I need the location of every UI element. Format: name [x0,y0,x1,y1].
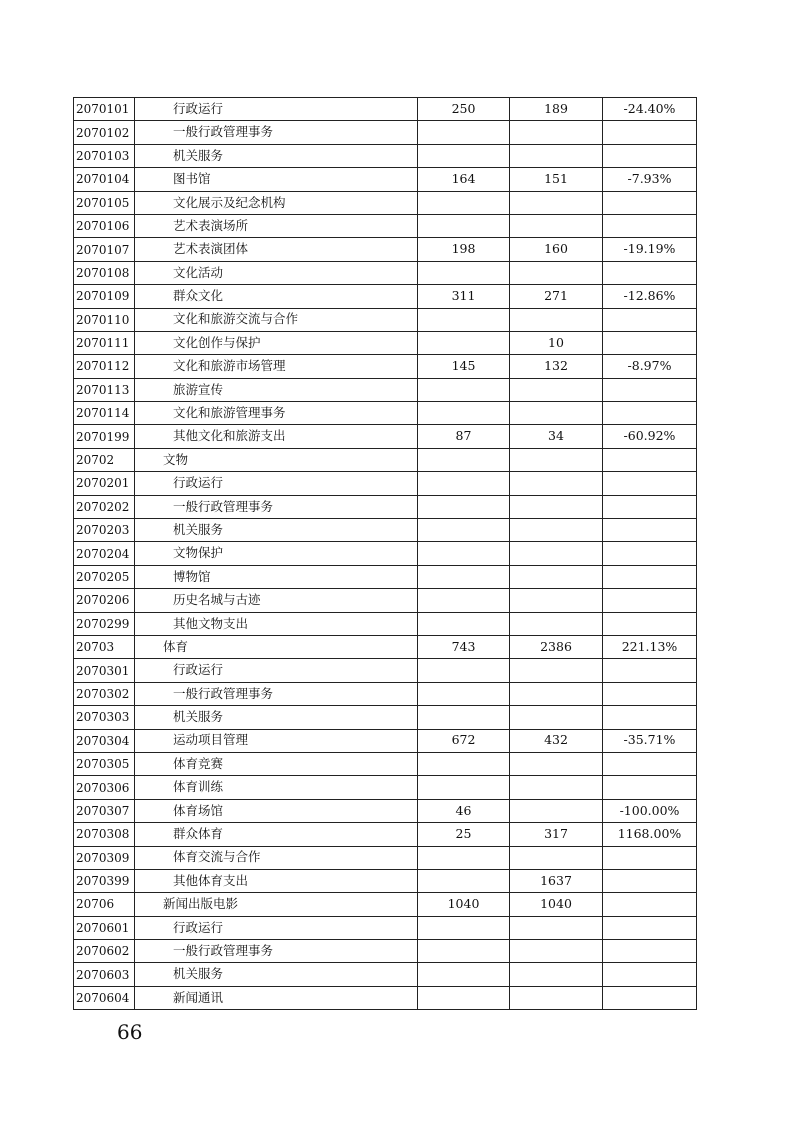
name-cell: 文化和旅游管理事务 [135,402,418,425]
table-row [74,214,697,237]
change-percent-cell [603,752,697,775]
name-cell: 体育竞赛 [135,752,418,775]
code-cell: 2070205 [74,565,135,588]
value-2019-cell: 743 [418,635,510,658]
change-percent-cell [603,963,697,986]
value-2020-cell [510,706,603,729]
page-number: 66 [117,1020,143,1044]
table-row [74,846,697,869]
name-cell: 体育交流与合作 [135,846,418,869]
value-2019-cell: 164 [418,168,510,191]
table-row [74,448,697,471]
value-2019-cell [418,448,510,471]
value-2019-cell [418,378,510,401]
table-row [74,986,697,1009]
change-percent-cell: -19.19% [603,238,697,261]
code-cell: 2070108 [74,261,135,284]
change-percent-cell [603,331,697,354]
value-2020-cell [510,261,603,284]
value-2019-cell [418,519,510,542]
table-row [74,285,697,308]
change-percent-cell [603,402,697,425]
table-row [74,752,697,775]
value-2019-cell [418,752,510,775]
code-cell: 2070106 [74,214,135,237]
value-2019-cell [418,214,510,237]
code-cell: 2070103 [74,144,135,167]
value-2019-cell [418,706,510,729]
code-cell: 2070206 [74,589,135,612]
value-2020-cell [510,308,603,331]
code-cell: 2070303 [74,706,135,729]
table-row [74,823,697,846]
code-cell: 2070399 [74,869,135,892]
value-2019-cell [418,191,510,214]
change-percent-cell: -35.71% [603,729,697,752]
value-2019-cell [418,659,510,682]
code-cell: 2070111 [74,331,135,354]
name-cell: 文物保护 [135,542,418,565]
table-row [74,682,697,705]
code-cell: 2070604 [74,986,135,1009]
change-percent-cell: 221.13% [603,635,697,658]
name-cell: 机关服务 [135,963,418,986]
value-2019-cell [418,916,510,939]
value-2020-cell [510,121,603,144]
table-row [74,495,697,518]
value-2019-cell: 145 [418,355,510,378]
name-cell: 机关服务 [135,519,418,542]
code-cell: 20706 [74,893,135,916]
value-2019-cell [418,121,510,144]
value-2020-cell [510,542,603,565]
value-2020-cell [510,472,603,495]
name-cell: 群众体育 [135,823,418,846]
table-row [74,378,697,401]
change-percent-cell [603,472,697,495]
code-cell: 2070306 [74,776,135,799]
code-cell: 2070107 [74,238,135,261]
code-cell: 2070109 [74,285,135,308]
code-cell: 2070101 [74,98,135,121]
table-row [74,308,697,331]
change-percent-cell: -8.97% [603,355,697,378]
table-row [74,519,697,542]
value-2019-cell [418,261,510,284]
name-cell: 体育训练 [135,776,418,799]
change-percent-cell [603,893,697,916]
value-2020-cell: 151 [510,168,603,191]
value-2020-cell [510,776,603,799]
change-percent-cell [603,565,697,588]
name-cell: 一般行政管理事务 [135,682,418,705]
value-2019-cell [418,986,510,1009]
code-cell: 2070203 [74,519,135,542]
change-percent-cell: -100.00% [603,799,697,822]
value-2019-cell [418,940,510,963]
name-cell: 新闻出版电影 [135,893,418,916]
code-cell: 2070308 [74,823,135,846]
change-percent-cell [603,682,697,705]
name-cell: 机关服务 [135,706,418,729]
code-cell: 2070603 [74,963,135,986]
budget-table [73,97,697,1010]
value-2019-cell: 1040 [418,893,510,916]
value-2020-cell [510,986,603,1009]
code-cell: 2070113 [74,378,135,401]
table-row [74,729,697,752]
value-2020-cell: 271 [510,285,603,308]
change-percent-cell: -60.92% [603,425,697,448]
name-cell: 一般行政管理事务 [135,121,418,144]
name-cell: 行政运行 [135,916,418,939]
change-percent-cell [603,916,697,939]
change-percent-cell [603,121,697,144]
value-2020-cell [510,402,603,425]
value-2019-cell: 46 [418,799,510,822]
code-cell: 2070602 [74,940,135,963]
change-percent-cell [603,519,697,542]
change-percent-cell [603,448,697,471]
change-percent-cell [603,986,697,1009]
value-2020-cell [510,495,603,518]
name-cell: 一般行政管理事务 [135,495,418,518]
change-percent-cell [603,261,697,284]
name-cell: 文化活动 [135,261,418,284]
value-2019-cell: 25 [418,823,510,846]
name-cell: 博物馆 [135,565,418,588]
value-2020-cell [510,916,603,939]
value-2019-cell: 311 [418,285,510,308]
value-2020-cell [510,214,603,237]
value-2020-cell [510,752,603,775]
name-cell: 其他文物支出 [135,612,418,635]
value-2020-cell [510,378,603,401]
table-row [74,472,697,495]
name-cell: 一般行政管理事务 [135,940,418,963]
name-cell: 机关服务 [135,144,418,167]
change-percent-cell [603,869,697,892]
name-cell: 其他文化和旅游支出 [135,425,418,448]
code-cell: 2070204 [74,542,135,565]
name-cell: 历史名城与古迹 [135,589,418,612]
value-2019-cell [418,472,510,495]
value-2019-cell: 87 [418,425,510,448]
name-cell: 群众文化 [135,285,418,308]
table-row [74,635,697,658]
value-2019-cell [418,963,510,986]
value-2020-cell [510,846,603,869]
code-cell: 2070104 [74,168,135,191]
table-row [74,916,697,939]
code-cell: 2070102 [74,121,135,144]
table-row [74,331,697,354]
value-2019-cell: 250 [418,98,510,121]
change-percent-cell [603,589,697,612]
name-cell: 行政运行 [135,659,418,682]
change-percent-cell [603,542,697,565]
table-row [74,191,697,214]
value-2019-cell [418,495,510,518]
code-cell: 2070114 [74,402,135,425]
table-row [74,565,697,588]
value-2019-cell: 198 [418,238,510,261]
name-cell: 运动项目管理 [135,729,418,752]
value-2019-cell: 672 [418,729,510,752]
table-row [74,869,697,892]
value-2019-cell [418,308,510,331]
table-row [74,121,697,144]
change-percent-cell [603,940,697,963]
value-2019-cell [418,144,510,167]
change-percent-cell [603,659,697,682]
value-2020-cell [510,448,603,471]
code-cell: 2070112 [74,355,135,378]
name-cell: 旅游宣传 [135,378,418,401]
value-2020-cell: 317 [510,823,603,846]
value-2019-cell [418,776,510,799]
name-cell: 文化展示及纪念机构 [135,191,418,214]
table-row [74,799,697,822]
change-percent-cell: -7.93% [603,168,697,191]
change-percent-cell [603,214,697,237]
value-2019-cell [418,565,510,588]
change-percent-cell [603,308,697,331]
change-percent-cell: -24.40% [603,98,697,121]
value-2020-cell [510,659,603,682]
table-row [74,589,697,612]
value-2020-cell [510,682,603,705]
value-2020-cell [510,612,603,635]
table-body [74,98,697,1010]
change-percent-cell [603,706,697,729]
value-2019-cell [418,846,510,869]
code-cell: 2070601 [74,916,135,939]
code-cell: 2070309 [74,846,135,869]
code-cell: 2070202 [74,495,135,518]
name-cell: 艺术表演场所 [135,214,418,237]
change-percent-cell [603,144,697,167]
code-cell: 2070305 [74,752,135,775]
value-2020-cell [510,144,603,167]
value-2019-cell [418,682,510,705]
change-percent-cell [603,612,697,635]
value-2020-cell: 2386 [510,635,603,658]
table-row [74,542,697,565]
table-row [74,612,697,635]
value-2020-cell [510,940,603,963]
change-percent-cell [603,191,697,214]
value-2020-cell: 10 [510,331,603,354]
table-row [74,98,697,121]
code-cell: 2070301 [74,659,135,682]
value-2019-cell [418,542,510,565]
value-2020-cell [510,565,603,588]
value-2020-cell [510,191,603,214]
code-cell: 2070302 [74,682,135,705]
table-row [74,238,697,261]
table-row [74,940,697,963]
table-row [74,659,697,682]
value-2020-cell: 34 [510,425,603,448]
name-cell: 文物 [135,448,418,471]
table-row [74,402,697,425]
code-cell: 2070110 [74,308,135,331]
value-2019-cell [418,869,510,892]
table-row [74,261,697,284]
value-2020-cell [510,799,603,822]
value-2020-cell: 1040 [510,893,603,916]
change-percent-cell [603,378,697,401]
name-cell: 文化和旅游市场管理 [135,355,418,378]
code-cell: 2070201 [74,472,135,495]
value-2020-cell [510,589,603,612]
change-percent-cell: 1168.00% [603,823,697,846]
table-row [74,425,697,448]
table-row [74,776,697,799]
table-row [74,963,697,986]
table-row [74,893,697,916]
value-2020-cell: 132 [510,355,603,378]
value-2019-cell [418,331,510,354]
value-2019-cell [418,589,510,612]
change-percent-cell [603,846,697,869]
name-cell: 图书馆 [135,168,418,191]
code-cell: 2070105 [74,191,135,214]
value-2020-cell [510,519,603,542]
name-cell: 艺术表演团体 [135,238,418,261]
code-cell: 20703 [74,635,135,658]
code-cell: 2070199 [74,425,135,448]
name-cell: 体育场馆 [135,799,418,822]
change-percent-cell: -12.86% [603,285,697,308]
table-row [74,144,697,167]
name-cell: 文化创作与保护 [135,331,418,354]
code-cell: 2070307 [74,799,135,822]
code-cell: 20702 [74,448,135,471]
change-percent-cell [603,495,697,518]
name-cell: 新闻通讯 [135,986,418,1009]
value-2019-cell [418,402,510,425]
table-row [74,355,697,378]
name-cell: 行政运行 [135,98,418,121]
change-percent-cell [603,776,697,799]
value-2020-cell: 189 [510,98,603,121]
code-cell: 2070299 [74,612,135,635]
value-2020-cell: 432 [510,729,603,752]
table-row [74,168,697,191]
name-cell: 其他体育支出 [135,869,418,892]
name-cell: 体育 [135,635,418,658]
value-2020-cell: 160 [510,238,603,261]
code-cell: 2070304 [74,729,135,752]
value-2020-cell: 1637 [510,869,603,892]
name-cell: 行政运行 [135,472,418,495]
value-2020-cell [510,963,603,986]
name-cell: 文化和旅游交流与合作 [135,308,418,331]
value-2019-cell [418,612,510,635]
table-row [74,706,697,729]
